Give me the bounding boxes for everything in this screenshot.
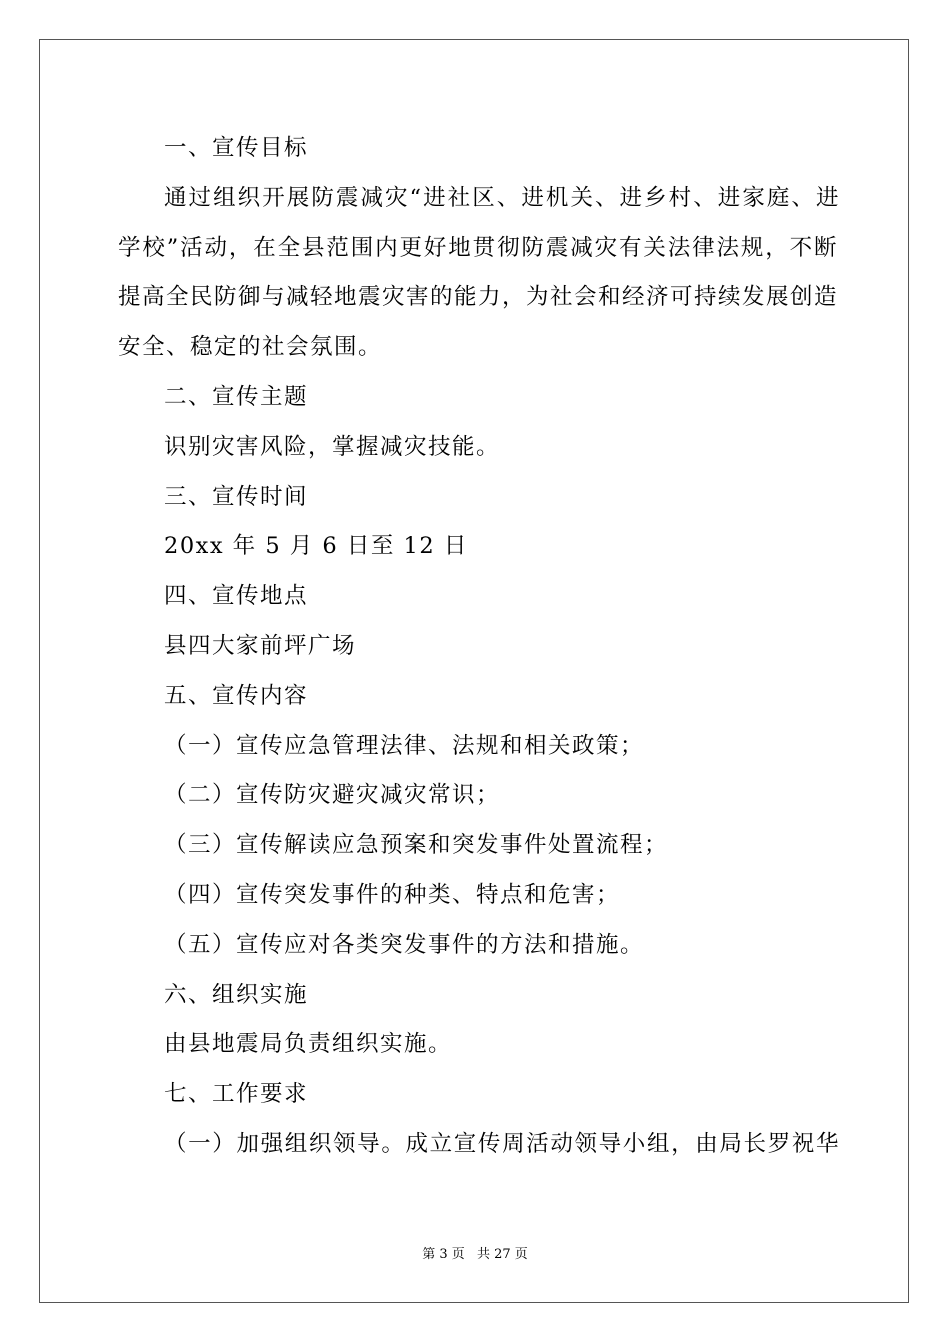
text-line: 六、组织实施 [164, 982, 309, 1008]
text-line: 学校”活动，在全县范围内更好地贯彻防震减灾有关法律法规，不断 [118, 235, 838, 261]
text-line: 安全、稳定的社会氛围。 [118, 334, 383, 360]
text-line: 县四大家前坪广场 [164, 633, 357, 659]
text-line: （五）宣传应对各类突发事件的方法和措施。 [164, 932, 645, 958]
text-line: 四、宣传地点 [164, 583, 309, 609]
text-line: 通过组织开展防震减灾“进社区、进机关、进乡村、进家庭、进 [164, 185, 840, 211]
page-number: 第 3 页 [422, 1247, 465, 1262]
text-line: 七、工作要求 [164, 1081, 309, 1107]
text-line: 五、宣传内容 [164, 683, 309, 709]
page-total: 共 27 页 [476, 1247, 528, 1262]
text-line: 由县地震局负责组织实施。 [164, 1031, 453, 1057]
text-line: （一）加强组织领导。成立宣传周活动领导小组，由局长罗祝华 [164, 1131, 840, 1157]
text-line: （一）宣传应急管理法律、法规和相关政策； [164, 733, 645, 759]
text-line: 识别灾害风险，掌握减灾技能。 [164, 434, 501, 460]
text-line: （二）宣传防灾避灾减灾常识； [164, 782, 501, 808]
text-line: 一、宣传目标 [164, 135, 309, 161]
text-line: 提高全民防御与减轻地震灾害的能力，为社会和经济可持续发展创造 [118, 284, 839, 310]
text-line: 三、宣传时间 [164, 484, 309, 510]
page-footer [0, 1246, 950, 1264]
text-line: 二、宣传主题 [164, 384, 309, 410]
text-line: 20xx 年 5 月 6 日至 12 日 [164, 533, 468, 559]
text-line: （四）宣传突发事件的种类、特点和危害； [164, 882, 621, 908]
page-frame [39, 39, 909, 1303]
text-line: （三）宣传解读应急预案和突发事件处置流程； [164, 832, 669, 858]
